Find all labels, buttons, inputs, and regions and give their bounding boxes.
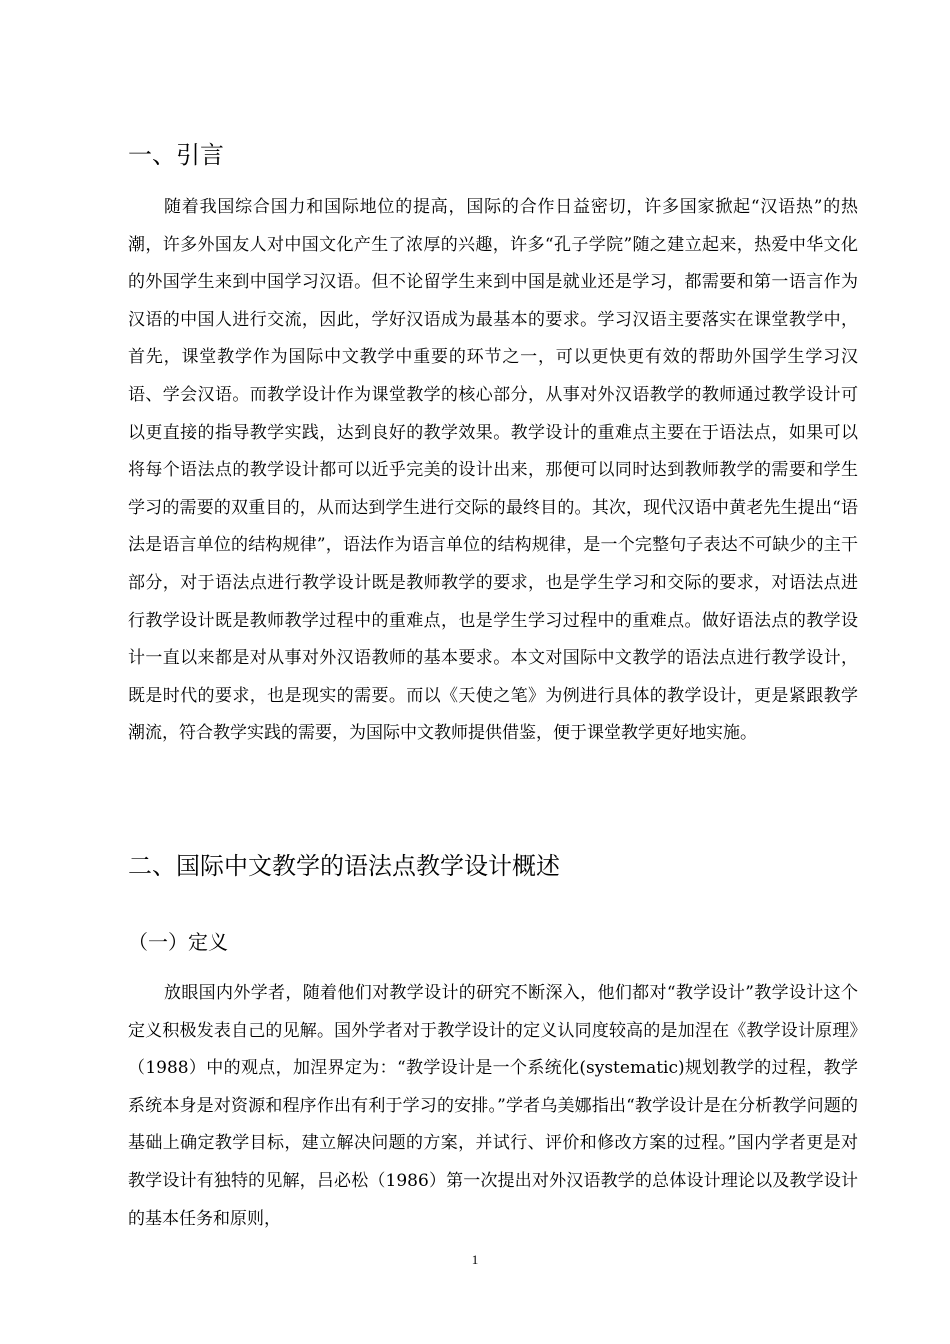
subsection-heading-definition: （一）定义 <box>128 930 228 954</box>
definition-paragraph: 放眼国内外学者，随着他们对教学设计的研究不断深入，他们都对“教学设计”教学设计这个定义积极发表自己的见解。国外学者对于教学设计的定义认同度较高的是加涅在《教学设计原理》（1988）中的观点，加涅界定为：“教学设计是一个系统化(systematic)规划教学的过程，教学系统本身是对资源和程序作出有利于学习的安排。”学者乌美娜指出“教学设计是在分析教学问题的基础上确定教学目标，建立解决问题的方案，并试行、评价和修改方案的过程。”国内学者更是对教学设计有独特的见解，吕必松（1986）第一次提出对外汉语教学的总体设计理论以及教学设计的基本任务和原则， <box>128 983 858 1229</box>
section-heading-introduction: 一、引言 <box>128 141 224 169</box>
section-heading-overview: 二、国际中文教学的语法点教学设计概述 <box>128 852 560 880</box>
introduction-paragraph: 随着我国综合国力和国际地位的提高，国际的合作日益密切，许多国家掀起“汉语热”的热潮，许多外国友人对中国文化产生了浓厚的兴趣，许多“孔子学院”随之建立起来，热爱中华文化的外国学生来到中国学习汉语。但不论留学生来到中国是就业还是学习，都需要和第一语言作为汉语的中国人进行交流，因此，学好汉语成为最基本的要求。学习汉语主要落实在课堂教学中，首先，课堂教学作为国际中文教学中重要的环节之一，可以更快更有效的帮助外国学生学习汉语、学会汉语。而教学设计作为课堂教学的核心部分，从事对外汉语教学的教师通过教学设计可以更直接的指导教学实践，达到良好的教学效果。教学设计的重难点主要在于语法点，如果可以将每个语法点的教学设计都可以近乎完美的设计出来，那便可以同时达到教师教学的需要和学生学习的需要的双重目的，从而达到学生进行交际的最终目的。其次，现代汉语中黄老先生提出“语法是语言单位的结构规律”，语法作为语言单位的结构规律，是一个完整句子表达不可缺少的主干部分，对于语法点进行教学设计既是教师教学的要求，也是学生学习和交际的要求，对语法点进行教学设计既是教师教学过程中的重难点，也是学生学习过程中的重难点。做好语法点的教学设计一直以来都是对从事对外汉语教师的基本要求。本文对国际中文教学的语法点进行教学设计，既是时代的要求，也是现实的需要。而以《天使之笔》为例进行具体的教学设计，更是紧跟教学潮流，符合教学实践的需要，为国际中文教师提供借鉴，便于课堂教学更好地实施。 <box>128 197 858 744</box>
page-number: 1 <box>471 1252 479 1267</box>
